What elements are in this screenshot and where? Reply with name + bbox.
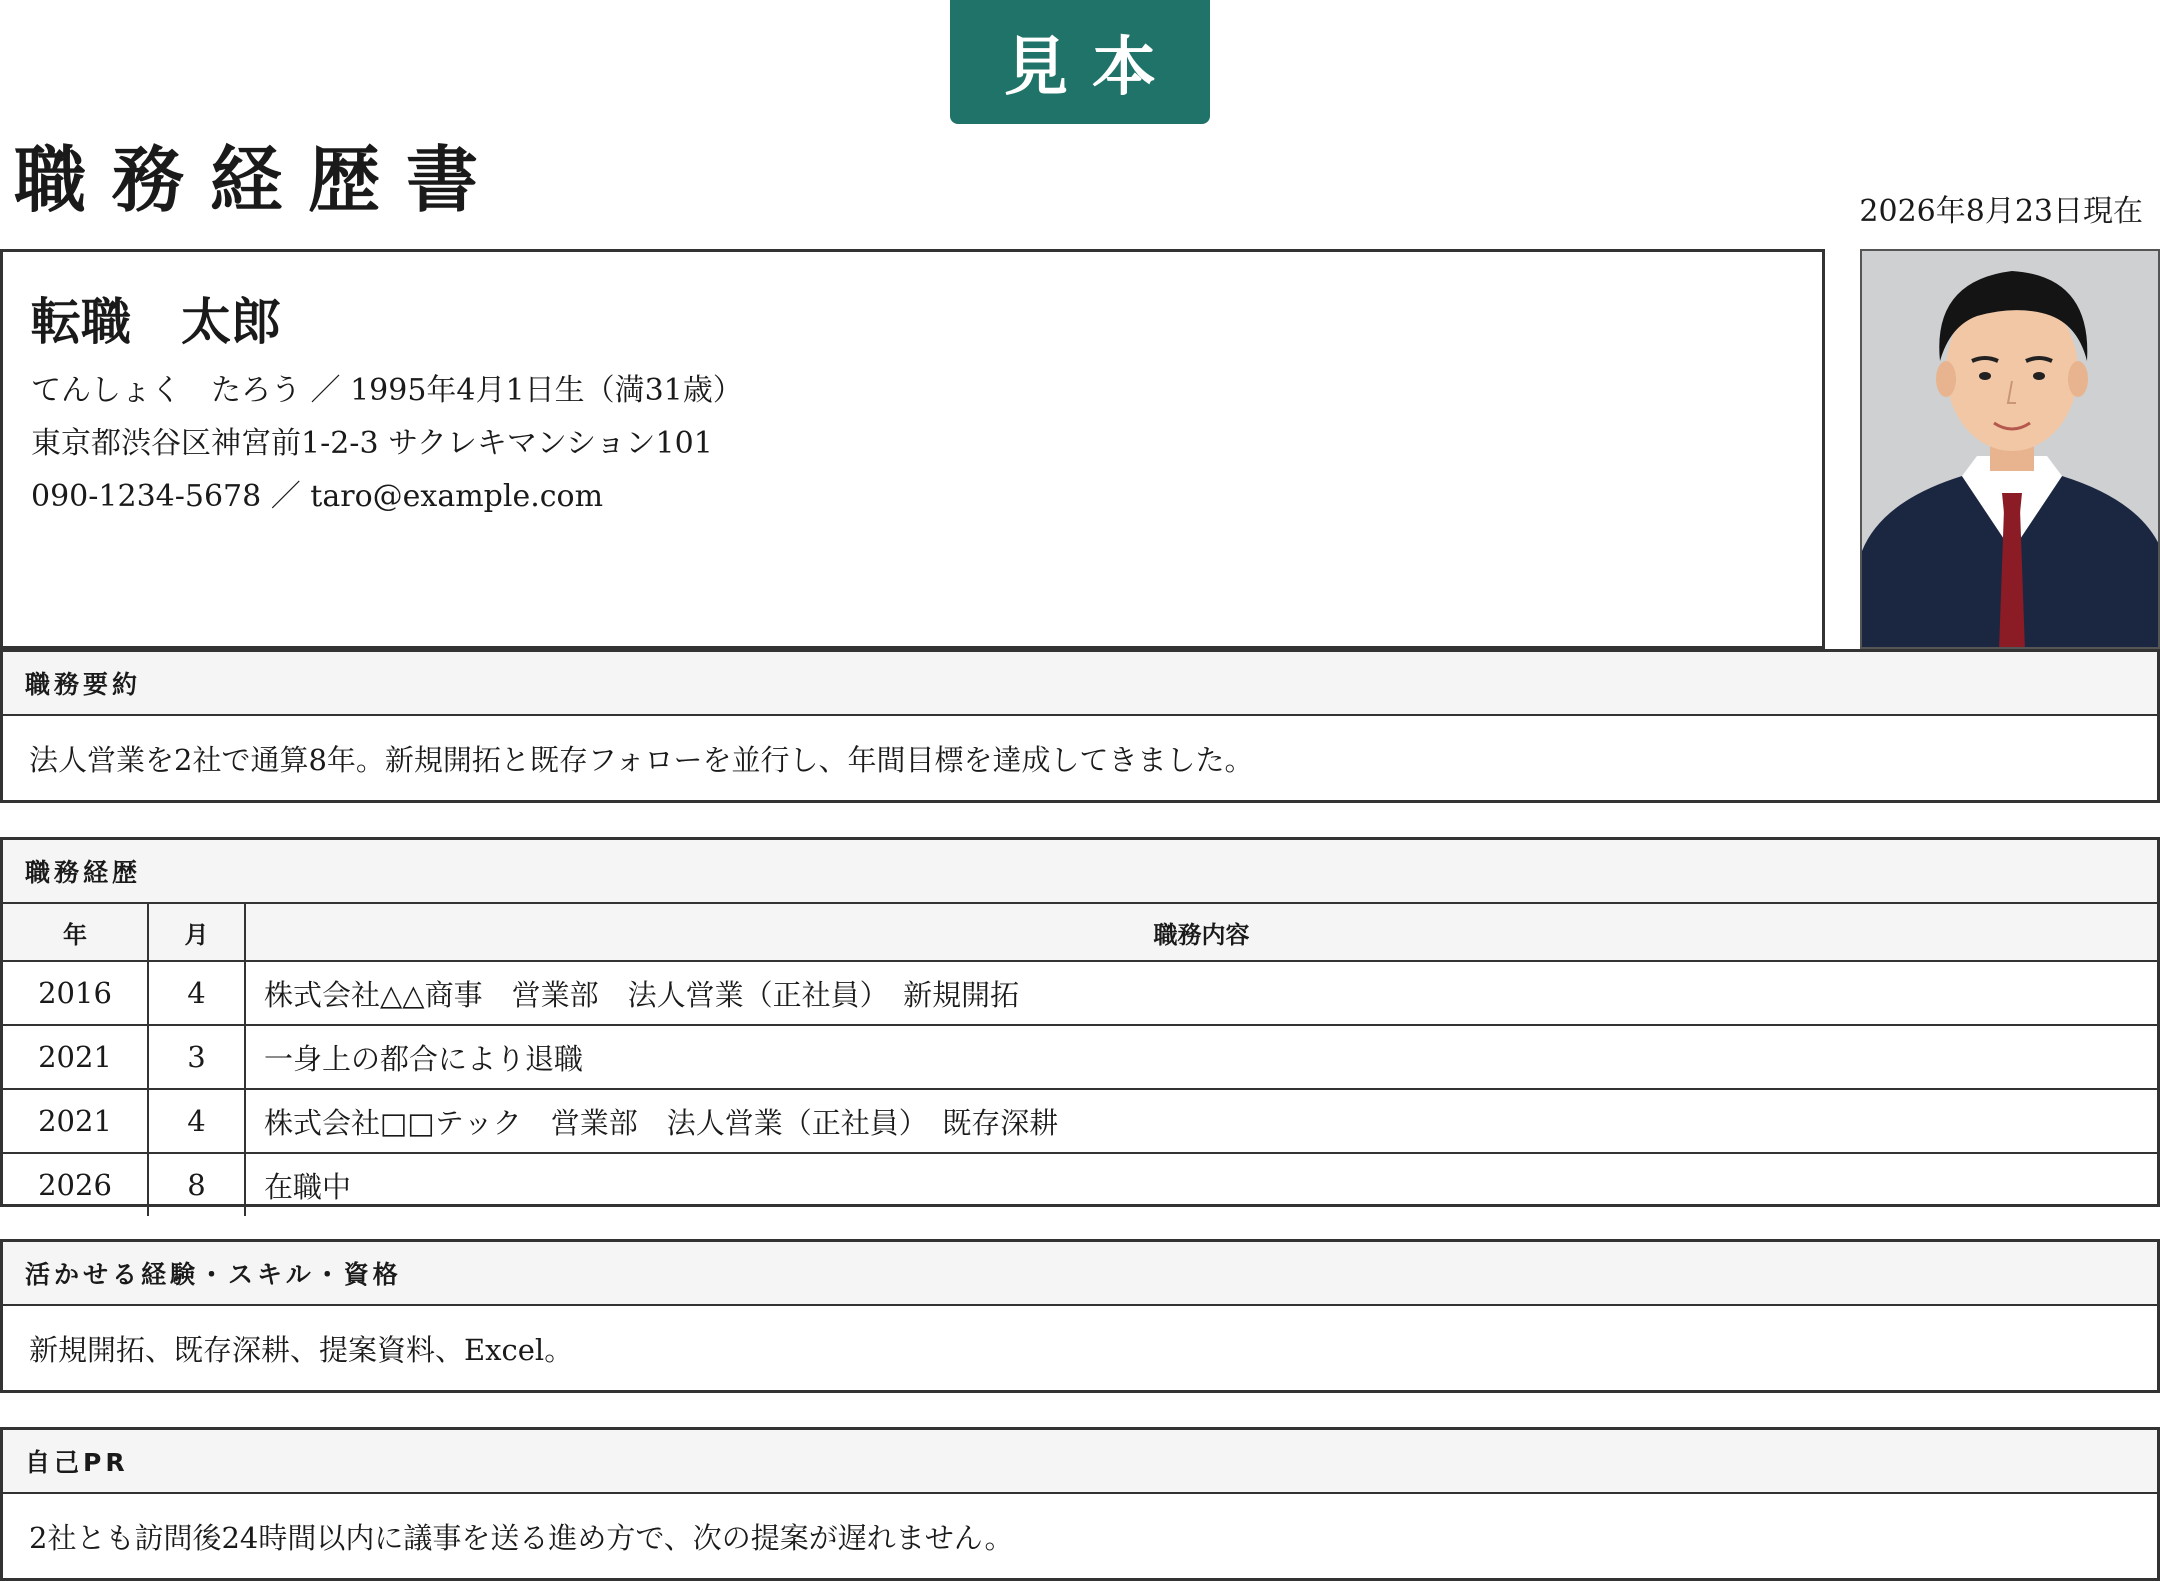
history-table — [3, 904, 2157, 1216]
sample-badge: 見本 — [950, 0, 1210, 124]
contact-info: 090-1234-5678 ／ taro@example.com — [31, 479, 604, 514]
summary-heading: 職務要約 — [3, 652, 2157, 716]
summary-section — [0, 649, 2160, 803]
skills-heading: 活かせる経験・スキル・資格 — [3, 1242, 2157, 1306]
document-date: 2026年8月23日現在 — [1859, 194, 2143, 229]
cell-content: 株式会社□□テック 営業部 法人営業（正社員） 既存深耕 — [245, 1089, 2157, 1153]
history-heading: 職務経歴 — [3, 840, 2157, 904]
skills-section — [0, 1239, 2160, 1393]
address: 東京都渋谷区神宮前1-2-3 サクレキマンション101 — [31, 426, 713, 461]
column-month: 月 — [148, 904, 245, 961]
cell-year: 2016 — [3, 961, 148, 1025]
document-title: 職務経歴書 — [14, 137, 505, 222]
column-year: 年 — [3, 904, 148, 961]
cell-month: 4 — [148, 1089, 245, 1153]
history-section — [0, 837, 2160, 1207]
profile-box — [0, 249, 1825, 649]
history-header-row — [3, 904, 2157, 961]
pr-section — [0, 1427, 2160, 1581]
table-row — [3, 1025, 2157, 1089]
table-row — [3, 961, 2157, 1025]
cell-year: 2021 — [3, 1025, 148, 1089]
cell-month: 8 — [148, 1153, 245, 1216]
skills-text: 新規開拓、既存深耕、提案資料、Excel。 — [29, 1332, 574, 1367]
applicant-name: 転職 太郎 — [31, 292, 281, 351]
kana-birthdate: てんしょく たろう ／ 1995年4月1日生（満31歳） — [31, 373, 743, 408]
cell-content: 在職中 — [245, 1153, 2157, 1216]
cell-content: 一身上の都合により退職 — [245, 1025, 2157, 1089]
cell-month: 3 — [148, 1025, 245, 1089]
summary-text: 法人営業を2社で通算8年。新規開拓と既存フォローを並行し、年間目標を達成してきました。 — [29, 742, 1254, 777]
pr-heading: 自己PR — [3, 1430, 2157, 1494]
column-content: 職務内容 — [245, 904, 2157, 961]
cell-year: 2026 — [3, 1153, 148, 1216]
cell-content: 株式会社△△商事 営業部 法人営業（正社員） 新規開拓 — [245, 961, 2157, 1025]
portrait-illustration — [1862, 251, 2160, 649]
table-row — [3, 1153, 2157, 1216]
pr-text: 2社とも訪問後24時間以内に議事を送る進め方で、次の提案が遅れません。 — [29, 1520, 1014, 1555]
table-row — [3, 1089, 2157, 1153]
applicant-photo — [1860, 249, 2160, 649]
cell-year: 2021 — [3, 1089, 148, 1153]
cell-month: 4 — [148, 961, 245, 1025]
